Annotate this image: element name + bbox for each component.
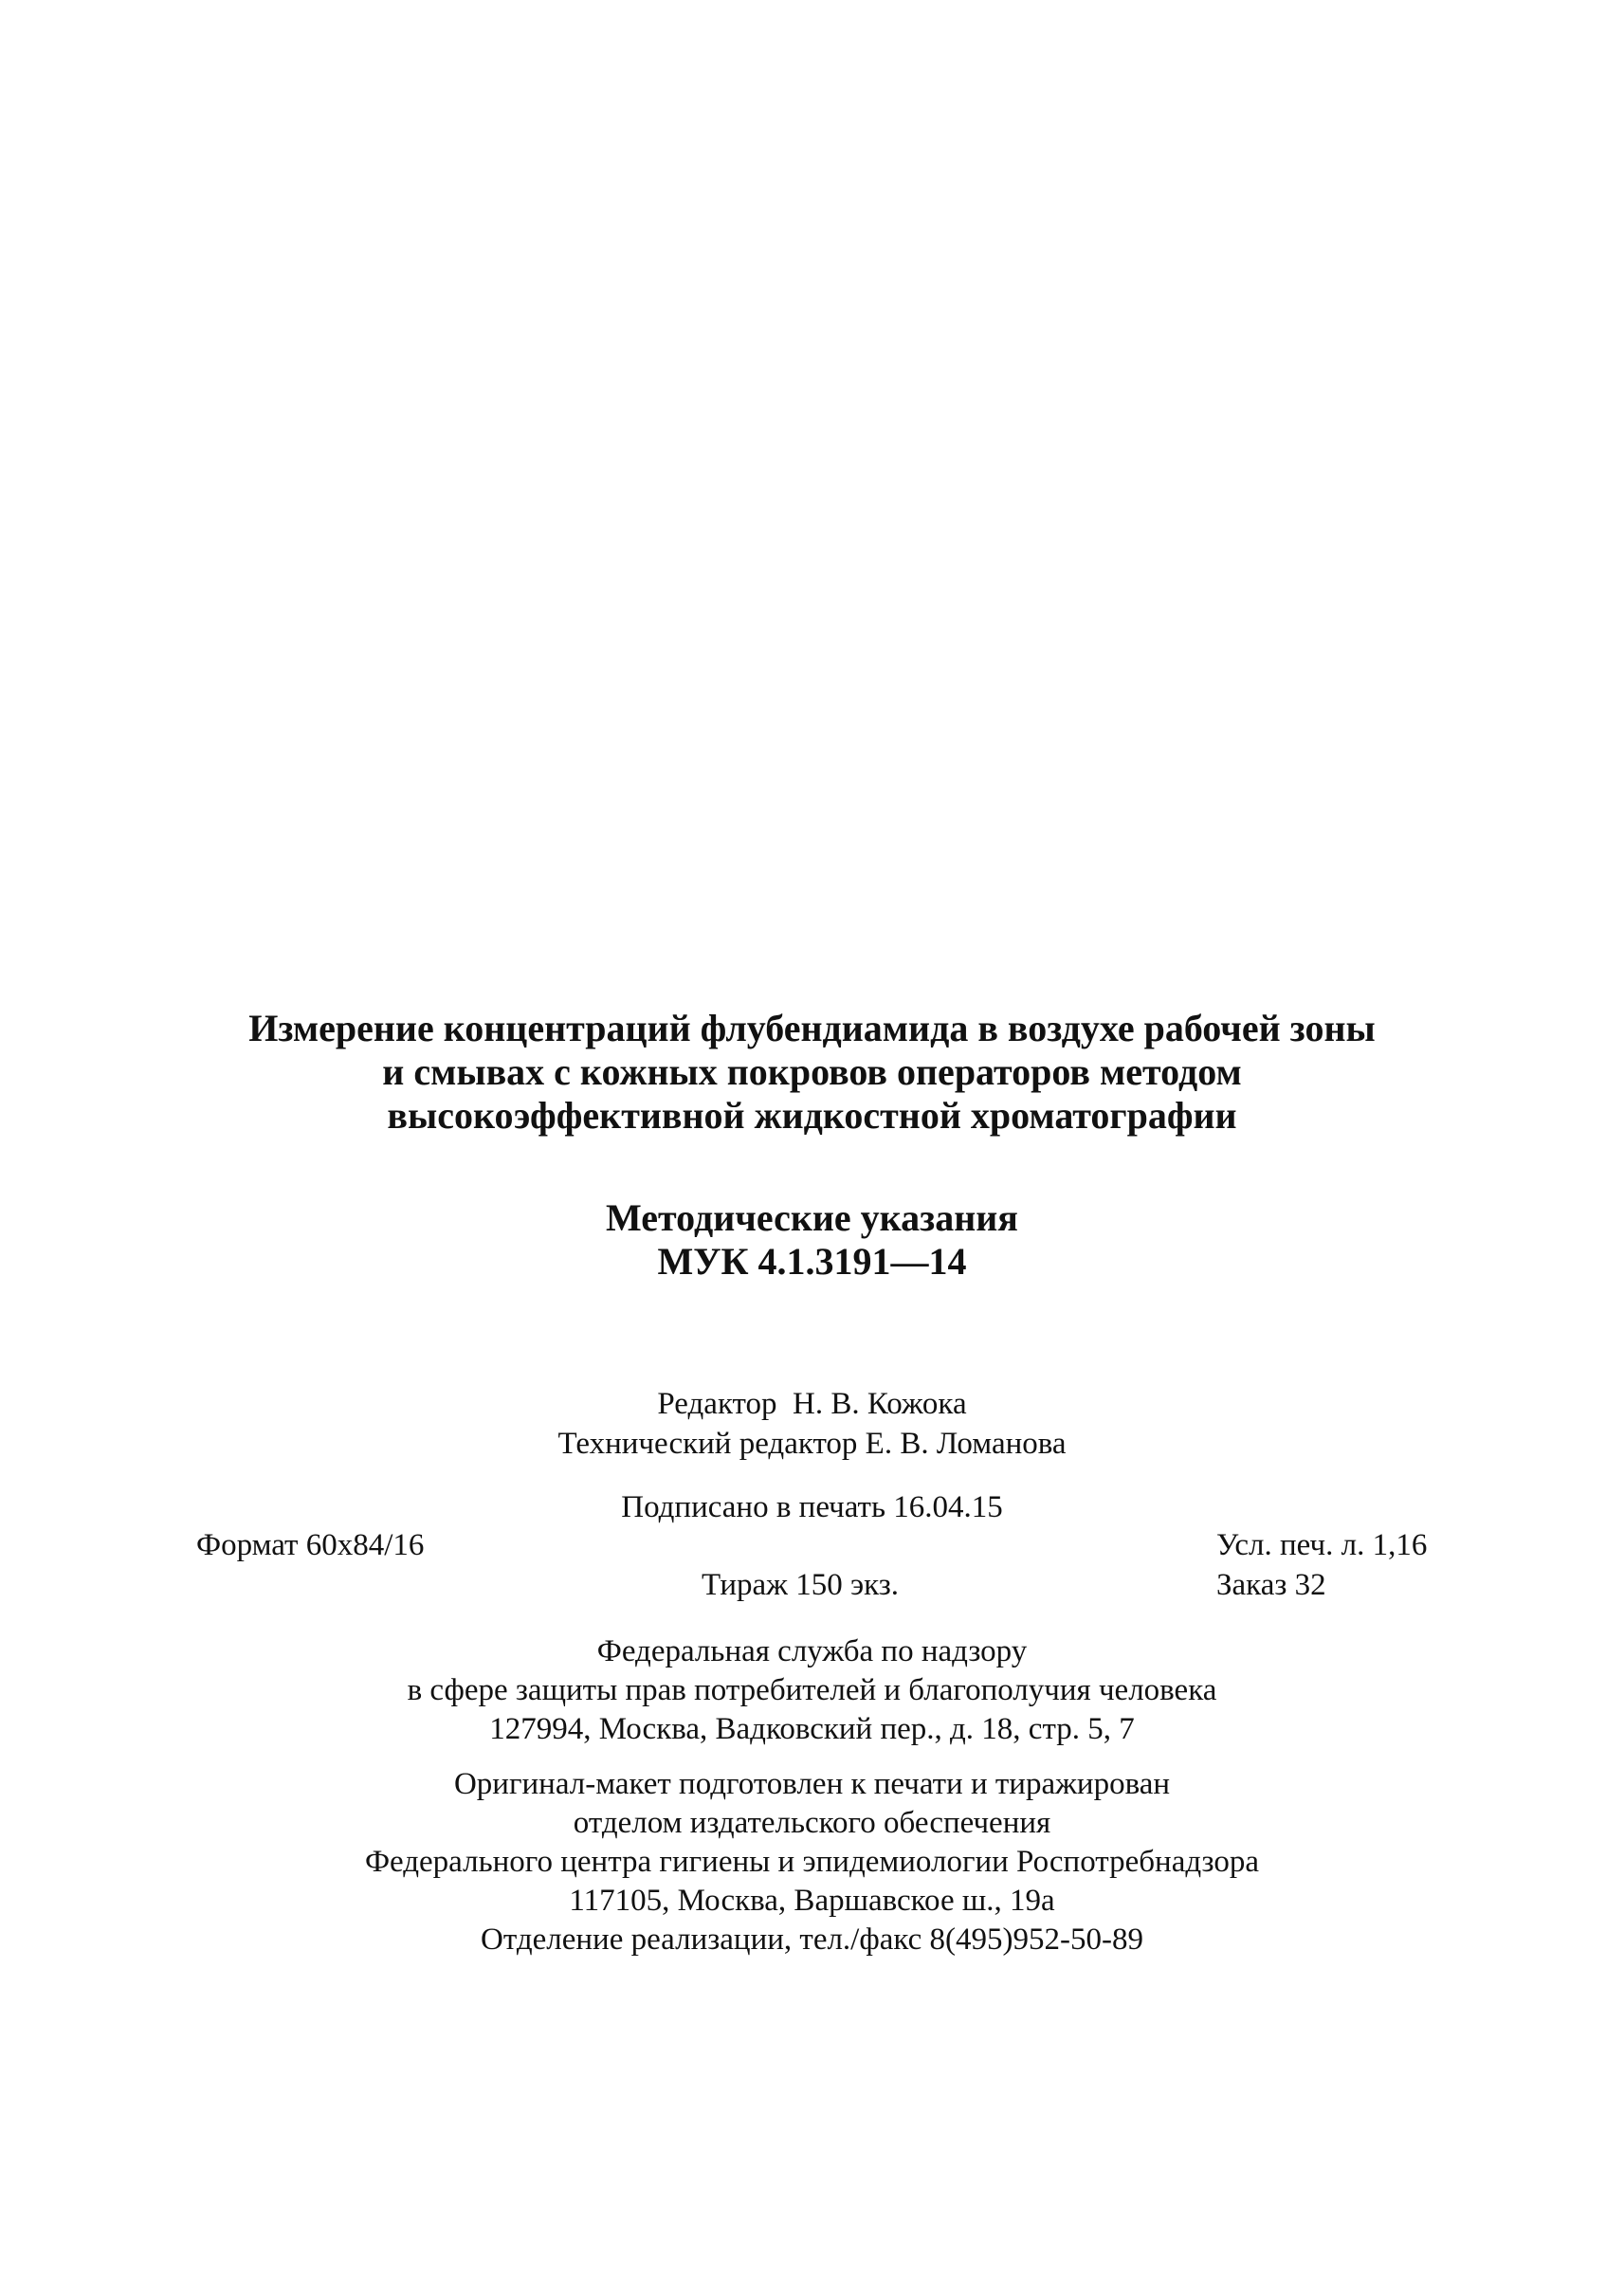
document-title [0, 1007, 1624, 1138]
printer-line: Федерального центра гигиены и эпидемиологии Роспотребнадзора [364, 1845, 1260, 1879]
print-sheets: Усл. печ. л. 1,16 [1216, 1528, 1428, 1562]
credits [0, 1384, 1624, 1464]
publisher-line: 127994, Москва, Вадковский пер., д. 18, стр. 5, 7 [489, 1712, 1135, 1746]
document-type: Методические указания [606, 1196, 1018, 1239]
publisher-line: Федеральная служба по надзору [596, 1634, 1028, 1668]
paper-format: Формат 60x84/16 [196, 1528, 425, 1562]
title-line: и смывах с кожных покровов операторов методом [382, 1050, 1242, 1093]
printer-block [0, 1765, 1624, 1959]
circulation: Тираж 150 экз. [702, 1568, 899, 1602]
document-code: МУК 4.1.3191—14 [657, 1240, 967, 1283]
editor: Редактор Н. В. Кожока [657, 1387, 967, 1421]
printer-line: Отделение реализации, тел./факс 8(495)952-50-89 [481, 1922, 1143, 1957]
tech-editor: Технический редактор Е. В. Ломанова [557, 1427, 1067, 1461]
order-number: Заказ 32 [1216, 1568, 1326, 1602]
printer-line: 117105, Москва, Варшавское ш., 19а [569, 1884, 1055, 1918]
publisher-line: в сфере защиты прав потребителей и благополучия человека [407, 1673, 1217, 1707]
signed-to-print: Подписано в печать 16.04.15 [621, 1490, 1003, 1524]
printer-line: отделом издательского обеспечения [573, 1806, 1051, 1840]
title-line: Измерение концентраций флубендиамида в воздухе рабочей зоны [248, 1007, 1376, 1049]
printer-line: Оригинал-макет подготовлен к печати и тиражирован [453, 1767, 1171, 1801]
publisher-block [0, 1632, 1624, 1749]
title-line: высокоэффективной жидкостной хроматографии [387, 1094, 1237, 1137]
document-designation [0, 1196, 1624, 1284]
